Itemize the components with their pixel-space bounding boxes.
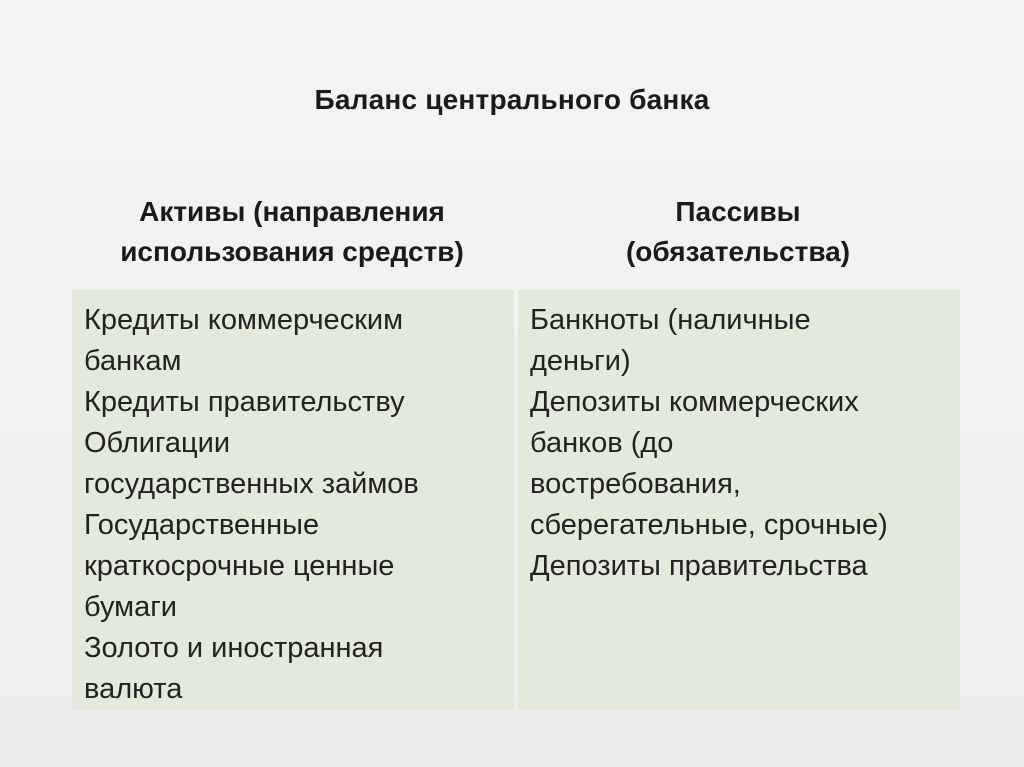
list-item-line: Государственные — [84, 509, 320, 541]
list-item-line: банков (до — [530, 427, 674, 459]
assets-header-line: Активы (направления — [139, 196, 445, 227]
list-item — [84, 382, 514, 423]
list-item-line: бумаги — [84, 591, 177, 623]
list-item-line: деньги) — [530, 345, 631, 377]
assets-header-line: использования средств) — [120, 236, 464, 267]
list-item-line: Депозиты коммерческих — [530, 386, 859, 418]
liabilities-header-line: Пассивы — [675, 196, 801, 227]
list-item-line: краткосрочные ценные — [84, 550, 395, 582]
balance-table — [72, 290, 960, 710]
liabilities-header-line: (обязательства) — [625, 236, 851, 267]
list-item-line: Кредиты коммерческим — [84, 304, 404, 336]
list-item-line: Золото и иностранная — [84, 632, 384, 664]
liabilities-cell — [518, 290, 960, 710]
list-item-line: Банкноты (наличные — [530, 304, 811, 336]
list-item-line: Депозиты правительства — [530, 550, 868, 582]
page-title: Баланс центрального банка — [314, 84, 710, 115]
list-item-line: государственных займов — [84, 468, 419, 500]
list-item — [84, 423, 514, 505]
assets-cell — [72, 290, 514, 710]
list-item-line: Облигации — [84, 427, 231, 459]
list-item — [530, 382, 960, 546]
list-item-line: валюта — [84, 673, 183, 705]
list-item-line: сберегательные, срочные) — [530, 509, 888, 541]
list-item — [84, 505, 514, 628]
liabilities-header — [518, 192, 958, 272]
list-item — [530, 546, 960, 587]
list-item-line: банкам — [84, 345, 182, 377]
list-item — [84, 628, 514, 710]
list-item-line: Кредиты правительству — [84, 386, 405, 418]
list-item — [530, 300, 960, 382]
list-item-line: востребования, — [530, 468, 741, 500]
list-item — [84, 300, 514, 382]
assets-header — [72, 192, 512, 272]
